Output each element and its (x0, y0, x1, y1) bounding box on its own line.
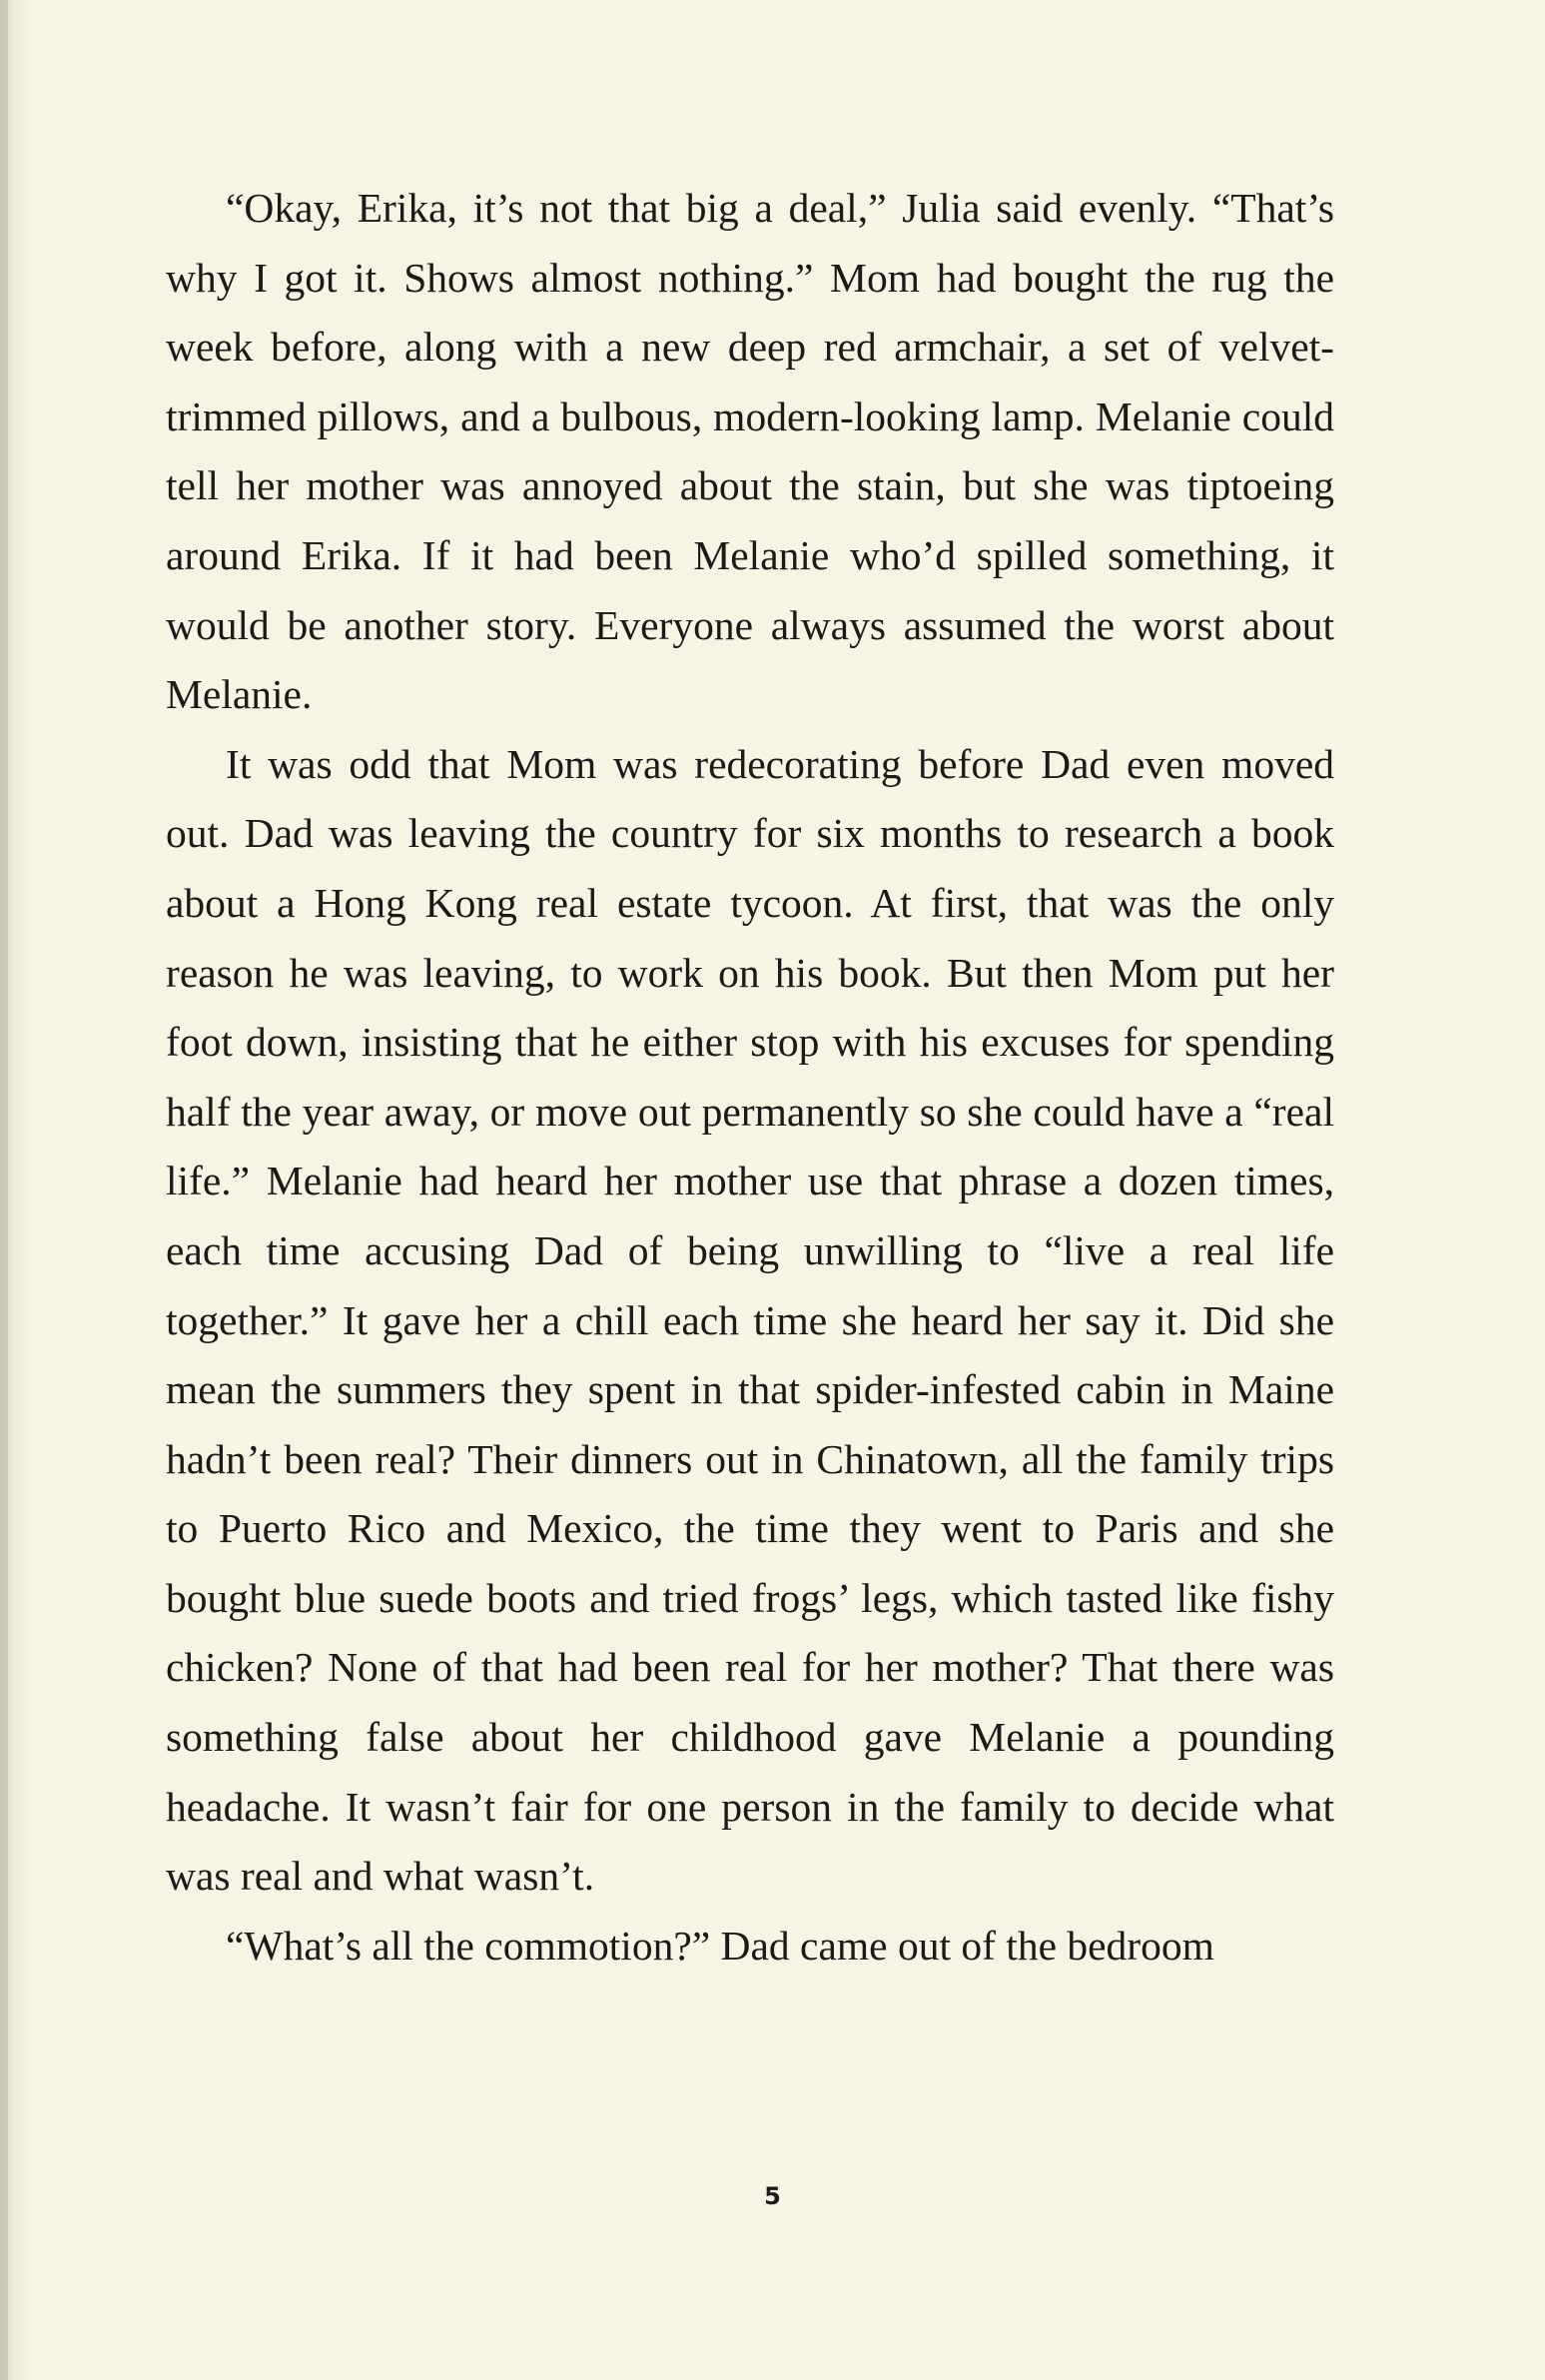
gutter-shadow (0, 0, 8, 2380)
page-number: 5 (764, 2182, 781, 2210)
paragraph-1: “Okay, Erika, it’s not that big a deal,” Julia said evenly. “That’s why I got it. Shows almost nothing.” Mom had bought the rug the week before, along with a new deep red armchair, a set of velvet-trimmed pillows, and a bulbous, modern-looking lamp. Melanie could tell her mother was annoyed about the stain, but she was tiptoeing around Erika. If it had been Melanie who’d spilled something, it would be another story. Everyone always assumed the worst about Melanie. (166, 185, 1334, 718)
paragraph-3: “What’s all the commotion?” Dad came out of the bedroom (226, 1922, 1214, 1969)
body-text (166, 174, 1334, 1981)
paragraph-2: It was odd that Mom was redecorating before Dad even moved out. Dad was leaving the country for six months to research a book about a Hong Kong real estate tycoon. At first, that was the only reason he was leaving, to work on his book. But then Mom put her foot down, insisting that he either stop with his excuses for spending half the year away, or move out permanently so she could have a “real life.” Melanie had heard her mother use that phrase a dozen times, each time accusing Dad of being unwilling to “live a real life together.” It gave her a chill each time she heard her say it. Did she mean the summers they spent in that spider-infested cabin in Maine hadn’t been real? Their dinners out in Chinatown, all the family trips to Puerto Rico and Mexico, the time they went to Paris and she bought blue suede boots and tried frogs’ legs, which tasted like fishy chicken? None of that had been real for her mother? That there was something false about her childhood gave Melanie a pounding headache. It wasn’t fair for one person in the family to decide what was real and what wasn’t. (166, 740, 1334, 1900)
